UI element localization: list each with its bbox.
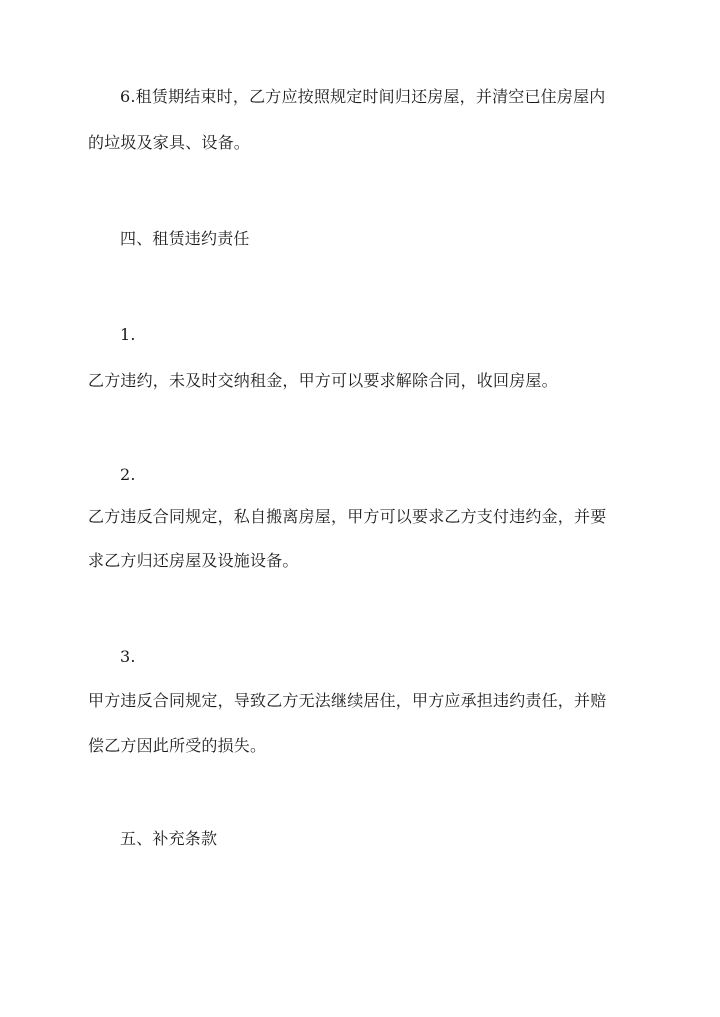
item-6-line-1: 6.租赁期结束时，乙方应按照规定时间归还房屋，并清空已住房屋内 [120, 87, 606, 106]
section-4-item-3-line-1: 甲方违反合同规定，导致乙方无法继续居住，甲方应承担违约责任，并赔 [88, 691, 607, 710]
item-6-line-2: 的垃圾及家具、设备。 [88, 133, 251, 152]
section-4-heading: 四、租赁违约责任 [120, 229, 250, 248]
section-4-item-3-number: 3. [120, 647, 136, 666]
section-4-item-1-line-1: 乙方违约，未及时交纳租金，甲方可以要求解除合同，收回房屋。 [88, 371, 558, 390]
section-4-item-2-line-1: 乙方违反合同规定，私自搬离房屋，甲方可以要求乙方支付违约金，并要 [88, 507, 607, 526]
section-4-item-2-number: 2. [120, 465, 136, 484]
section-4-item-3-line-2: 偿乙方因此所受的损失。 [88, 736, 267, 755]
section-5-heading: 五、补充条款 [120, 829, 218, 848]
section-4-item-1-number: 1. [120, 325, 136, 344]
section-4-item-2-line-2: 求乙方归还房屋及设施设备。 [88, 551, 299, 570]
